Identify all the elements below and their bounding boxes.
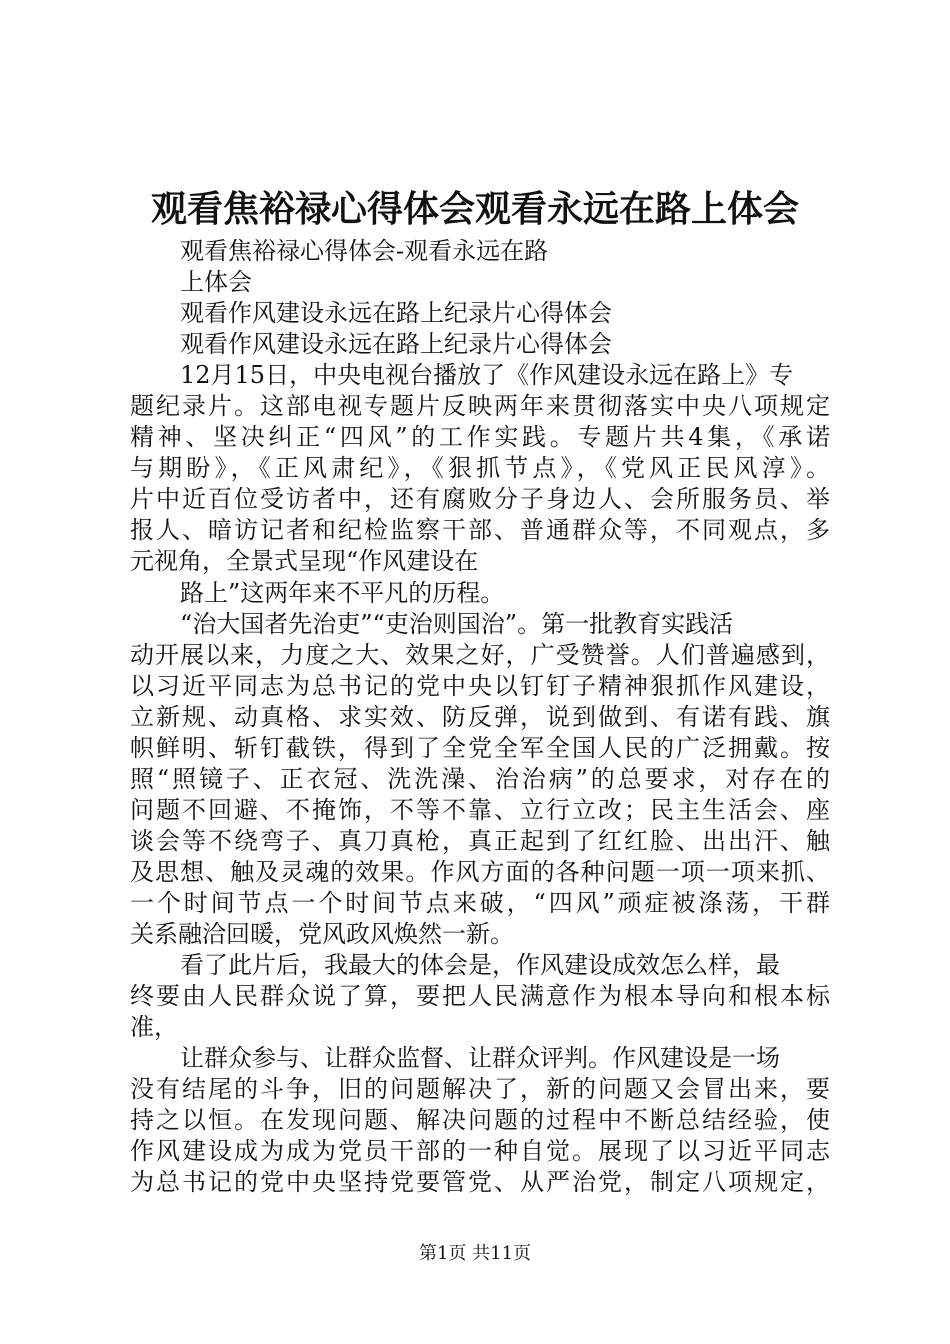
text-line: 终要由人民群众说了算，要把人民满意作为根本导向和根本标 — [130, 982, 830, 1011]
text-line: 准， — [130, 1013, 178, 1042]
text-line: 以习近平同志为总书记的党中央以钉钉子精神狠抓作风建设， — [130, 671, 830, 700]
document-body — [130, 236, 830, 1198]
text-line: 元视角，全景式呈现“作风建设在 — [130, 547, 479, 576]
text-line: 让群众参与、让群众监督、让群众评判。作风建设是一场 — [180, 1044, 780, 1073]
text-line: 问题不回避、不掩饰，不等不靠、立行立改；民主生活会、座 — [130, 795, 830, 824]
text-line: 为总书记的党中央坚持党要管党、从严治党，制定八项规定， — [130, 1168, 830, 1197]
text-line: 立新规、动真格、求实效、防反弹，说到做到、有诺有践、旗 — [130, 702, 830, 731]
text-line: 谈会等不绕弯子、真刀真枪，真正起到了红红脸、出出汗、触 — [130, 826, 830, 855]
text-line: 12月15日，中央电视台播放了《作风建设永远在路上》专 — [180, 361, 794, 390]
text-line: 作风建设成为成为党员干部的一种自觉。展现了以习近平同志 — [130, 1137, 830, 1166]
text-line: 观看作风建设永远在路上纪录片心得体会 — [180, 330, 612, 359]
text-line: 片中近百位受访者中，还有腐败分子身边人、会所服务员、举 — [130, 485, 830, 514]
text-line: 持之以恒。在发现问题、解决问题的过程中不断总结经验，使 — [130, 1106, 830, 1135]
text-line: 题纪录片。这部电视专题片反映两年来贯彻落实中央八项规定 — [130, 392, 830, 421]
text-line: 关系融洽回暖，党风政风焕然一新。 — [130, 920, 514, 949]
text-line: 观看作风建设永远在路上纪录片心得体会 — [180, 299, 612, 328]
text-line: 照“照镜子、正衣冠、洗洗澡、治治病”的总要求，对存在的 — [130, 764, 830, 793]
text-line: 帜鲜明、斩钉截铁，得到了全党全军全国人民的广泛拥戴。按 — [130, 733, 830, 762]
text-line: 报人、暗访记者和纪检监察干部、普通群众等，不同观点，多 — [130, 516, 830, 545]
text-line: 路上”这两年来不平凡的历程。 — [180, 578, 505, 607]
text-line: 精神、坚决纠正“四风”的工作实践。专题片共4集，《承诺 — [130, 423, 830, 452]
page-footer: 第1页 共11页 — [418, 1243, 532, 1264]
text-line: 及思想、触及灵魂的效果。作风方面的各种问题一项一项来抓、 — [130, 857, 830, 886]
text-line: 观看焦裕禄心得体会-观看永远在路 — [180, 237, 549, 265]
text-line: 上体会 — [180, 268, 252, 297]
text-line: 动开展以来，力度之大、效果之好，广受赞誉。人们普遍感到， — [130, 640, 830, 669]
text-line: “治大国者先治吏”“吏治则国治”。第一批教育实践活 — [180, 609, 734, 638]
document-title: 观看焦裕禄心得体会观看永远在路上体会 — [150, 189, 799, 230]
text-line: 一个时间节点一个时间节点来破，“四风”顽症被涤荡，干群 — [130, 888, 830, 917]
text-line: 与期盼》，《正风肃纪》，《狠抓节点》，《党风正民风淳》。 — [130, 454, 830, 483]
text-line: 没有结尾的斗争，旧的问题解决了，新的问题又会冒出来，要 — [130, 1075, 830, 1104]
text-line: 看了此片后，我最大的体会是，作风建设成效怎么样，最 — [180, 951, 780, 980]
